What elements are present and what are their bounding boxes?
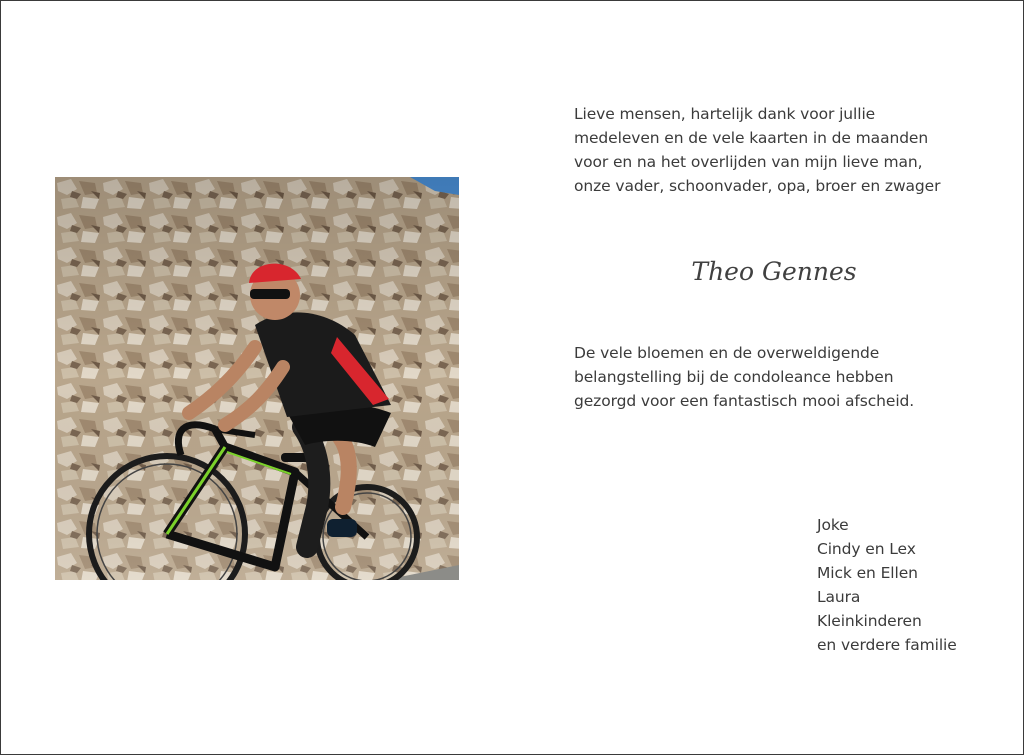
- intro-line: voor en na het overlijden van mijn lieve man,: [574, 153, 923, 171]
- cyclist-photo: [55, 177, 459, 580]
- signer-name: Mick en Ellen: [817, 564, 918, 582]
- deceased-name: Theo Gennes: [691, 257, 857, 286]
- body-line: belangstelling bij de condoleance hebben: [574, 368, 894, 386]
- signer-name: Kleinkinderen: [817, 612, 922, 630]
- signer-name: en verdere familie: [817, 636, 957, 654]
- cyclist-photo-illustration: [55, 177, 459, 580]
- signer-name: Laura: [817, 588, 861, 606]
- intro-line: Lieve mensen, hartelijk dank voor jullie: [574, 105, 876, 123]
- signer-name: Cindy en Lex: [817, 540, 916, 558]
- intro-line: medeleven en de vele kaarten in de maanden: [574, 129, 929, 147]
- farewell-message: [574, 341, 994, 413]
- signer-name: Joke: [817, 516, 849, 534]
- thank-you-message: [574, 102, 994, 198]
- intro-line: onze vader, schoonvader, opa, broer en zwager: [574, 177, 941, 195]
- signers-list: [817, 513, 1017, 657]
- body-line: De vele bloemen en de overweldigende: [574, 344, 880, 362]
- body-line: gezorgd voor een fantastisch mooi afscheid.: [574, 392, 915, 410]
